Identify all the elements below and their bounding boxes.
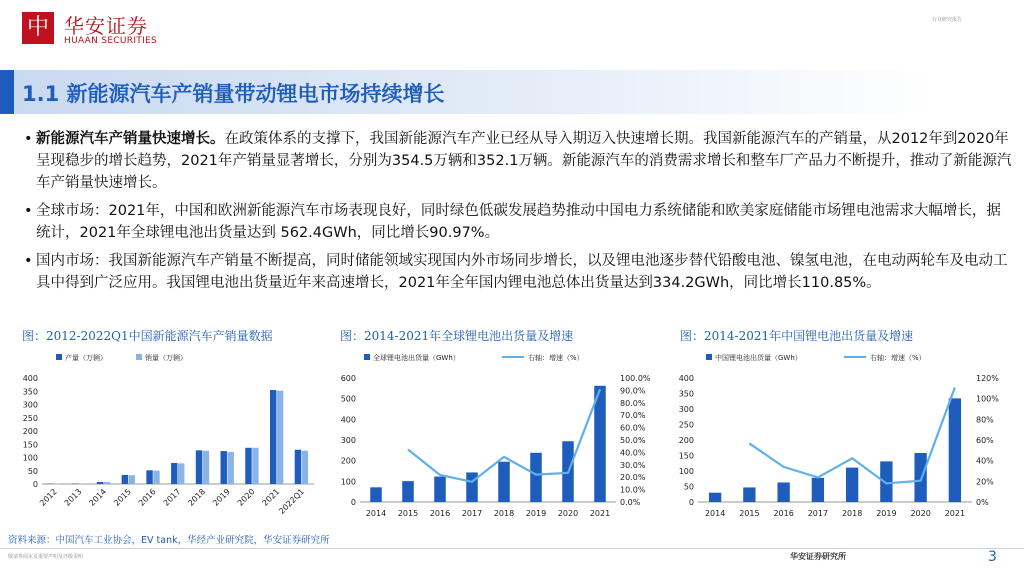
x-tick-label: 2015 [112, 487, 133, 508]
x-tick-label: 2016 [136, 487, 158, 508]
legend-label: 右轴：增速（%） [528, 354, 584, 362]
bar [171, 463, 177, 484]
x-tick-label: 2020 [557, 509, 579, 518]
y-tick-label: 300 [678, 405, 694, 414]
y-tick-label: 150 [22, 440, 38, 450]
legend-label: 产量（万辆） [65, 354, 107, 362]
legend-label: 右轴：增速（%） [870, 354, 926, 362]
y-tick-label: 250 [22, 413, 38, 423]
bar [370, 487, 382, 502]
bar [949, 398, 961, 502]
figure-1-title: 图：2012-2022Q1中国新能源汽车产销量数据 [22, 329, 273, 343]
y2-tick-label: 40% [976, 456, 994, 466]
y2-tick-label: 120% [976, 374, 999, 383]
y2-tick-label: 90.0% [620, 386, 646, 396]
legend-swatch [364, 354, 370, 360]
bar [743, 487, 755, 502]
title-accent [0, 70, 14, 114]
x-tick-label: 2022Q1 [277, 487, 307, 516]
x-tick-label: 2019 [211, 487, 232, 508]
bar [498, 462, 510, 502]
bar [594, 386, 606, 502]
bullet-bold-lead: 新能源汽车产销量快速增长。 [36, 131, 225, 147]
y-tick-label: 500 [340, 394, 356, 404]
page-number: 3 [988, 549, 997, 565]
x-tick-label: 2018 [841, 509, 863, 518]
y-tick-label: 200 [340, 456, 356, 466]
y2-tick-label: 100.0% [620, 374, 651, 383]
bar [777, 482, 789, 502]
footer-disclaimer: 敬请参阅末页重要声明及评级说明 [8, 554, 84, 560]
legend-swatch [56, 354, 62, 360]
logo-mark-icon: 中 [22, 12, 54, 44]
y2-tick-label: 20% [976, 477, 994, 487]
footer-institute: 华安证券研究所 [790, 552, 846, 561]
logo-english-name: HUAAN SECURITIES [64, 36, 158, 46]
legend-label: 销量（万辆） [145, 354, 187, 362]
y-tick-label: 150 [678, 451, 694, 461]
y2-tick-label: 70.0% [620, 411, 646, 421]
y2-tick-label: 80.0% [620, 398, 646, 408]
y-tick-label: 0 [688, 498, 694, 507]
footer-divider [0, 548, 1024, 549]
bar [295, 450, 301, 484]
x-tick-label: 2016 [429, 509, 451, 518]
y-tick-label: 400 [22, 374, 38, 383]
chart-3-svg [672, 344, 1020, 530]
slide-title: 1.1 新能源汽车产销量带动锂电市场持续增长 [22, 82, 445, 106]
bullet-dot: • [24, 253, 33, 269]
y-tick-label: 0 [350, 498, 356, 507]
x-tick-label: 2016 [773, 509, 794, 518]
x-tick-label: 2018 [186, 487, 208, 508]
y2-tick-label: 40.0% [620, 448, 646, 458]
x-tick-label: 2021 [944, 509, 966, 518]
y-tick-label: 400 [678, 374, 694, 383]
bullet-text: 国内市场：我国新能源汽车产销量不断提高，同时储能领域实现国内外市场同步增长，以及锂电池逐步替代铅酸电池、镍氢电池，在电动两轮车及电动工具中得到广泛应用。我国锂电池出货量近年来高速增长，2021年全年国内锂电池总体出货量达到334.2GWh，同比增长110.85%。 [36, 253, 1008, 291]
chart-global-battery-shipments [330, 344, 670, 530]
slide-title-bar [0, 70, 940, 114]
x-tick-label: 2019 [876, 509, 897, 518]
y2-tick-label: 60.0% [620, 423, 646, 433]
bullet-dot: • [24, 131, 33, 147]
chart-china-battery-shipments [672, 344, 1020, 530]
bar [914, 453, 926, 502]
bar [146, 470, 152, 484]
legend-swatch [136, 354, 142, 360]
header-report-type: 行业研究报告 [931, 17, 962, 23]
company-logo [22, 10, 172, 52]
y-tick-label: 50 [27, 466, 38, 476]
x-tick-label: 2020 [910, 509, 931, 518]
x-tick-label: 2014 [704, 509, 726, 518]
x-tick-label: 2013 [62, 487, 84, 508]
y2-tick-label: 80% [976, 415, 994, 425]
y-tick-label: 200 [678, 436, 694, 445]
y-tick-label: 600 [340, 374, 356, 383]
x-tick-label: 2017 [807, 509, 829, 518]
y2-tick-label: 60% [976, 436, 994, 445]
legend-label: 全球锂电池出货量（GWh） [373, 354, 460, 362]
y-tick-label: 300 [22, 400, 38, 410]
x-tick-label: 2014 [365, 509, 387, 518]
bar [97, 482, 103, 484]
bar [245, 448, 251, 484]
bar [277, 391, 283, 484]
chart-nev-production-sales [14, 344, 334, 530]
bar [129, 475, 135, 484]
legend-label: 中国锂电池出货量（GWh） [715, 354, 802, 362]
bar [196, 450, 202, 484]
x-tick-label: 2015 [397, 509, 419, 518]
y-tick-label: 350 [22, 387, 38, 397]
bar [122, 475, 128, 484]
x-tick-label: 2012 [38, 487, 59, 508]
bar [530, 453, 542, 502]
bar [402, 481, 414, 502]
x-tick-label: 2021 [260, 487, 282, 508]
y2-tick-label: 50.0% [620, 436, 646, 445]
bar [221, 451, 227, 484]
y-tick-label: 350 [678, 389, 694, 399]
bar [104, 482, 110, 484]
chart-2-svg [330, 344, 670, 530]
y-tick-label: 50 [683, 482, 694, 492]
bar [709, 493, 721, 502]
bar [227, 452, 233, 484]
bar [466, 472, 478, 502]
bar [153, 471, 159, 484]
figure-3-title: 图：2014-2021年中国锂电池出货量及增速 [680, 329, 914, 343]
bullet-dot: • [24, 203, 33, 219]
bullet-text: 全球市场：2021年，中国和欧洲新能源汽车市场表现良好，同时绿色低碳发展趋势推动中国电力系统储能和欧美家庭储能市场锂电池需求大幅增长，据统计，2021年全球锂电池出货量达到 562.4GWh，同比增长90.97%。 [36, 203, 1001, 241]
y2-tick-label: 100% [976, 394, 999, 404]
y2-tick-label: 30.0% [620, 460, 646, 470]
y2-tick-label: 10.0% [620, 485, 646, 495]
bar [252, 448, 258, 484]
bullet-text: 在政策体系的支撑下，我国新能源汽车产业已经从导入期迈入快速增长期。我国新能源汽车的产销量，从2012年到2020年呈现稳步的增长趋势，2021年产销量显著增长，分别为354.5万辆和352.1万辆。新能源汽车的消费需求增长和整车厂产品力不断提升，推动了新能源汽车产销量快速增长。 [36, 131, 1012, 191]
y-tick-label: 0 [32, 480, 38, 489]
bar [880, 461, 892, 502]
y-tick-label: 400 [340, 415, 356, 425]
source-note: 资料来源：中国汽车工业协会，EV tank，华经产业研究院，华安证券研究所 [8, 535, 330, 546]
x-tick-label: 2018 [493, 509, 515, 518]
legend-swatch [706, 354, 712, 360]
bar [846, 468, 858, 502]
y-tick-label: 100 [678, 467, 694, 476]
bar [270, 390, 276, 484]
x-tick-label: 2014 [87, 487, 109, 508]
bar [178, 463, 184, 484]
y-tick-label: 100 [340, 477, 356, 487]
x-tick-label: 2015 [739, 509, 760, 518]
x-tick-label: 2020 [235, 487, 257, 508]
x-tick-label: 2019 [525, 509, 547, 518]
y2-tick-label: 0% [976, 498, 989, 507]
chart-1-svg [14, 344, 334, 530]
figure-2-title: 图：2014-2021年全球锂电池出货量及增速 [340, 329, 574, 343]
x-tick-label: 2017 [461, 509, 483, 518]
bar [302, 451, 308, 484]
x-tick-label: 2017 [161, 487, 183, 508]
y-tick-label: 300 [340, 436, 356, 445]
bar [812, 478, 824, 502]
bullet-item [24, 128, 1014, 194]
y-tick-label: 250 [678, 420, 694, 430]
bullet-list [24, 128, 1014, 300]
y-tick-label: 200 [22, 427, 38, 436]
bar [434, 477, 446, 502]
x-tick-label: 2021 [589, 509, 611, 518]
y2-tick-label: 20.0% [620, 473, 646, 483]
y-tick-label: 100 [22, 453, 38, 463]
y2-tick-label: 0.0% [620, 498, 641, 507]
bullet-item [24, 250, 1014, 294]
logo-chinese-name: 华安证券 [64, 14, 148, 38]
bullet-item [24, 200, 1014, 244]
bar [203, 451, 209, 484]
